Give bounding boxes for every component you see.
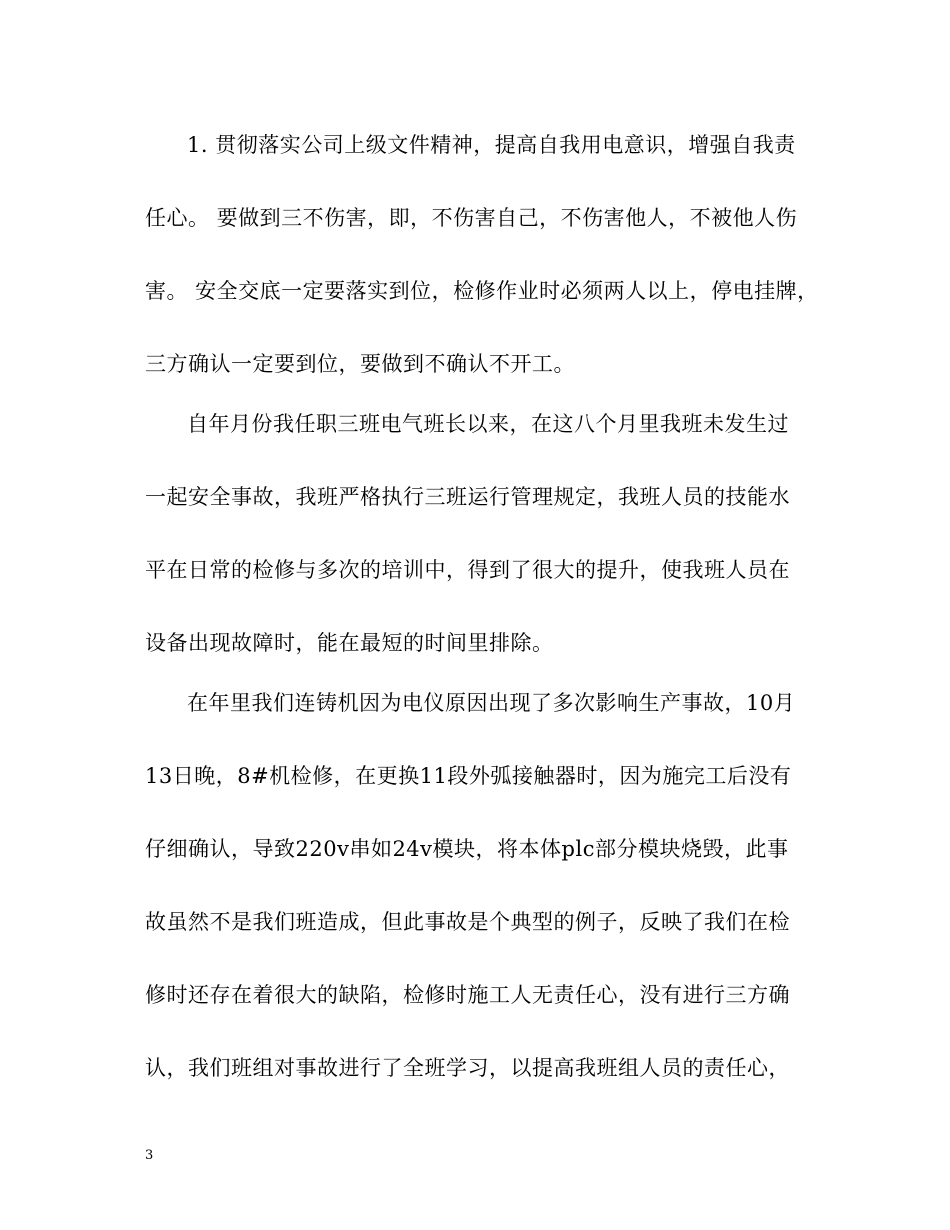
text-line: 仔细确认，导致220v串如24v模块，将本体plc部分模块烧毁，此事 xyxy=(145,837,789,861)
text-line: 1. 贯彻落实公司上级文件精神，提高自我用电意识，增强自我责 xyxy=(187,133,796,157)
text-line: 修时还存在着很大的缺陷，检修时施工人无责任心，没有进行三方确 xyxy=(145,983,790,1007)
text-line: 一起安全事故，我班严格执行三班运行管理规定，我班人员的技能水 xyxy=(145,485,790,509)
text-line: 设备出现故障时，能在最短的时间里排除。 xyxy=(145,631,554,655)
text-line: 故虽然不是我们班造成，但此事故是个典型的例子，反映了我们在检 xyxy=(145,910,790,934)
text-line: 三方确认一定要到位，要做到不确认不开工。 xyxy=(145,352,575,376)
text-line: 在年里我们连铸机因为电仪原因出现了多次影响生产事故，10月 xyxy=(187,691,796,715)
text-line: 任心。 要做到三不伤害，即，不伤害自己，不伤害他人，不被他人伤 xyxy=(145,206,798,230)
text-line: 13日晚，8#机检修，在更换11段外弧接触器时，因为施完工后没有 xyxy=(145,764,792,788)
text-line: 认，我们班组对事故进行了全班学习，以提高我班组人员的责任心， xyxy=(145,1056,790,1080)
text-line: 平在日常的检修与多次的培训中，得到了很大的提升，使我班人员在 xyxy=(145,558,790,582)
text-line: 自年月份我任职三班电气班长以来，在这八个月里我班未发生过 xyxy=(187,412,789,436)
page-number: 3 xyxy=(145,1148,154,1163)
text-line: 害。 安全交底一定要落实到位，检修作业时必须两人以上，停电挂牌， xyxy=(145,279,819,303)
